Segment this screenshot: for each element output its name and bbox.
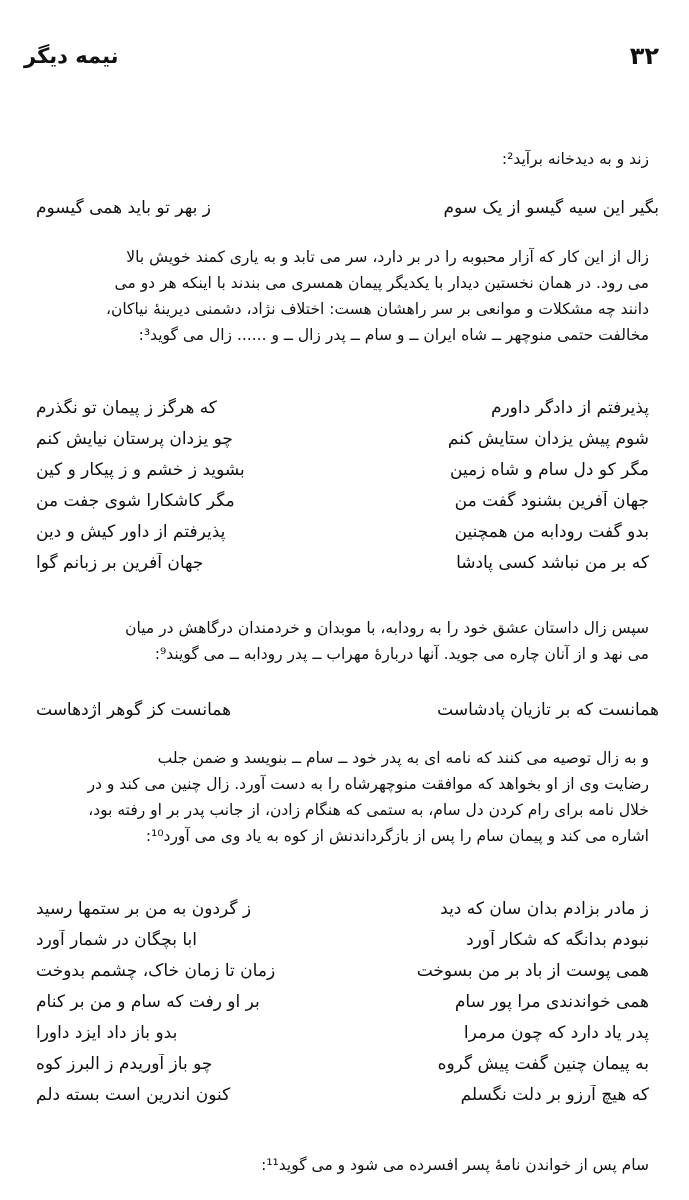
verse-couplet — [36, 1017, 649, 1048]
intro-line-block — [36, 146, 649, 172]
verse-second-hemistich: چو باز آوریدم ز البرز کوه — [36, 1053, 213, 1074]
verse-first-hemistich: پدر یاد دارد که چون مرمرا — [463, 1022, 649, 1043]
couplet-1-second: ز بهر تو باید همی گیسوم — [36, 198, 211, 218]
verse-couplet — [36, 454, 649, 485]
verse-second-hemistich: زمان تا زمان خاک، چشمم بدوخت — [36, 960, 276, 981]
paragraph-2-line: سپس زال داستان عشق خود را به رودابه، با موبدان و خردمندان درگاهش در میان — [125, 619, 649, 637]
paragraph-3-line: و به زال توصیه می کنند که نامه ای به پدر خود ــ سام ــ بنویسد و ضمن جلب — [157, 749, 649, 767]
verse-first-hemistich: نبودم بدانگه که شکار آورد — [466, 929, 649, 950]
paragraph-1-line: مخالفت حتمی منوچهر ــ شاه ایران ــ و سام ــ پدر زال ــ و ...... زال می گوید³: — [138, 326, 649, 344]
couplet-1 — [36, 193, 659, 223]
verses-2 — [36, 893, 649, 1110]
verse-second-hemistich: بشوید ز خشم و ز پیکار و کین — [36, 459, 245, 480]
verse-couplet — [36, 893, 649, 924]
verse-first-hemistich: همی خواندندی مرا پور سام — [454, 991, 649, 1012]
paragraph-3 — [36, 745, 649, 849]
verse-couplet — [36, 423, 649, 454]
page-header — [24, 38, 659, 74]
verse-first-hemistich: که هیچ آرزو بر دلت نگسلم — [460, 1084, 649, 1105]
verse-second-hemistich: بدو باز داد ایزد داورا — [36, 1022, 178, 1043]
couplet-2 — [36, 695, 659, 725]
verse-second-hemistich: چو یزدان پرستان نیایش کنم — [36, 428, 233, 449]
verse-couplet — [36, 392, 649, 423]
verse-couplet — [36, 485, 649, 516]
paragraph-2-line: می نهد و از آنان چاره می جوید. آنها دربارهٔ مهراب ــ پدر رودابه ــ می گویند⁹: — [154, 645, 649, 663]
verse-couplet — [36, 986, 649, 1017]
verse-first-hemistich: به پیمان چنین گفت پیش گروه — [437, 1053, 649, 1074]
couplet-2-first: همانست که بر تازیان پادشاست — [437, 700, 659, 720]
verse-couplet — [36, 1048, 649, 1079]
verse-couplet — [36, 955, 649, 986]
paragraph-3-line: خلال نامه برای رام کردن دل سام، به ستمی که هنگام زادن، از جانب پدر بر او رفته بود، — [88, 801, 649, 819]
verse-first-hemistich: مگر کو دل سام و شاه زمین — [450, 459, 649, 480]
paragraph-1-line: می رود. در همان نخستین دیدار با یکدیگر پیمان همسری می بندند با اینکه هر دو می — [114, 274, 649, 292]
verse-second-hemistich: کنون اندرین است بسته دلم — [36, 1084, 231, 1105]
verse-first-hemistich: شوم پیش یزدان ستایش کنم — [447, 428, 649, 449]
couplet-2-second: همانست کز گوهر اژدهاست — [36, 700, 232, 720]
paragraph-3-line: رضایت وی از او بخواهد که موافقت منوچهرشاه را به دست آورد. زال چنین می کند و در — [87, 775, 649, 793]
verse-first-hemistich: پذیرفتم از دادگر داورم — [490, 397, 649, 418]
verse-couplet — [36, 516, 649, 547]
intro-line: زند و به دیدخانه برآید²: — [501, 150, 649, 168]
closing-block — [36, 1152, 649, 1178]
running-title: نیمه دیگر — [24, 44, 119, 68]
verse-first-hemistich: همی پوست از باد بر من بسوخت — [416, 960, 649, 981]
paragraph-2 — [36, 615, 649, 667]
verse-first-hemistich: ز مادر بزادم بدان سان که دید — [440, 898, 649, 919]
verses-1 — [36, 392, 649, 578]
verse-first-hemistich: جهان آفرین بشنود گفت من — [454, 490, 649, 511]
verse-second-hemistich: جهان آفرین بر زبانم گوا — [36, 552, 204, 573]
verse-second-hemistich: ز گردون به من بر ستمها رسید — [36, 898, 252, 919]
paragraph-1-line: دانند چه مشکلات و موانعی بر سر راهشان هست: اختلاف نژاد، دشمنی دیرینهٔ نیاکان، — [105, 300, 649, 318]
verse-first-hemistich: بدو گفت رودابه من همچنین — [454, 521, 649, 542]
couplet-1-first: بگیر این سیه گیسو از یک سوم — [443, 198, 659, 218]
verse-second-hemistich: بر او رفت که سام و من بر کنام — [36, 991, 260, 1012]
verse-first-hemistich: که بر من نباشد کسی پادشا — [456, 552, 649, 573]
verse-second-hemistich: مگر کاشکارا شوی جفت من — [36, 490, 235, 511]
verse-couplet — [36, 1079, 649, 1110]
paragraph-1-line: زال از این کار که آزار محبوبه را در بر دارد، سر می تابد و به یاری کمند خویش بالا — [126, 248, 649, 266]
verse-couplet — [36, 924, 649, 955]
verse-second-hemistich: که هرگز ز پیمان تو نگذرم — [36, 397, 217, 418]
page-number: ۳۲ — [629, 42, 659, 70]
paragraph-3-line: اشاره می کند و پیمان سام را پس از بازگرداندنش از کوه به یاد وی می آورد¹⁰: — [145, 827, 649, 845]
paragraph-1 — [36, 244, 649, 348]
verse-second-hemistich: پذیرفتم از داور کیش و دین — [36, 521, 226, 542]
verse-second-hemistich: ابا بچگان در شمار آورد — [36, 929, 197, 950]
closing-line: سام پس از خواندن نامهٔ پسر افسرده می شود و می گوید¹¹: — [261, 1156, 649, 1174]
verse-couplet — [36, 547, 649, 578]
